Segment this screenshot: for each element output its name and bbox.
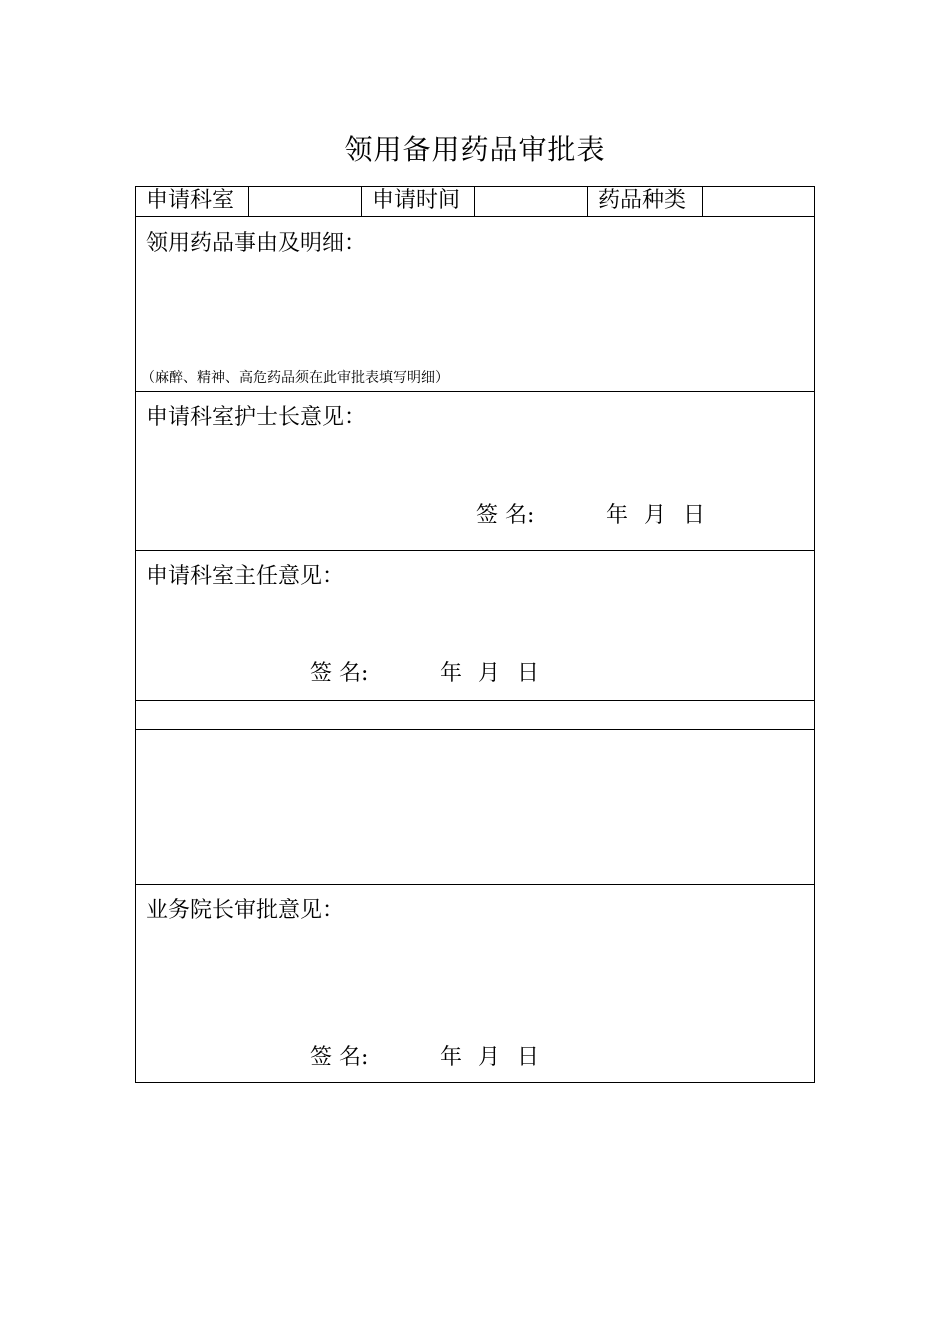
row-divider: [136, 216, 814, 217]
month-label: 月: [644, 503, 667, 528]
time-field[interactable]: [482, 190, 580, 212]
header-divider: [361, 187, 362, 216]
header-divider: [702, 187, 703, 216]
day-label: 日: [517, 661, 540, 686]
director-signature-line: [310, 663, 550, 687]
month-label: 月: [478, 1045, 501, 1070]
vp-signature-line: [310, 1047, 550, 1071]
day-label: 日: [517, 1045, 540, 1070]
drug-type-field[interactable]: [710, 190, 808, 212]
head-nurse-signature-line: [476, 505, 716, 529]
head-nurse-opinion-label: 申请科室护士长意见：: [146, 405, 367, 430]
vp-opinion-label: 业务院长审批意见：: [146, 898, 345, 923]
day-label: 日: [683, 503, 706, 528]
header-divider: [587, 187, 588, 216]
time-label: 申请时间: [372, 188, 461, 213]
year-label: 年: [440, 661, 463, 686]
reason-section-label: 领用药品事由及明细：: [146, 231, 367, 256]
header-divider: [474, 187, 475, 216]
row-divider: [136, 700, 814, 701]
row-divider: [136, 391, 814, 392]
reason-section-note: （麻醉、精神、高危药品须在此审批表填写明细）: [141, 370, 449, 386]
form-title: 领用备用药品审批表: [344, 133, 606, 166]
department-field[interactable]: [256, 190, 354, 212]
header-divider: [248, 187, 249, 216]
row-divider: [136, 550, 814, 551]
row-divider: [136, 884, 814, 885]
approval-form-table: [135, 186, 815, 1083]
row-divider: [136, 729, 814, 730]
director-opinion-label: 申请科室主任意见：: [146, 564, 345, 589]
department-label: 申请科室: [146, 188, 235, 213]
drug-type-label: 药品种类: [598, 188, 687, 213]
signature-label: 签 名:: [476, 503, 535, 528]
signature-label: 签 名:: [310, 661, 369, 686]
month-label: 月: [478, 661, 501, 686]
signature-label: 签 名:: [310, 1045, 369, 1070]
year-label: 年: [440, 1045, 463, 1070]
year-label: 年: [606, 503, 629, 528]
